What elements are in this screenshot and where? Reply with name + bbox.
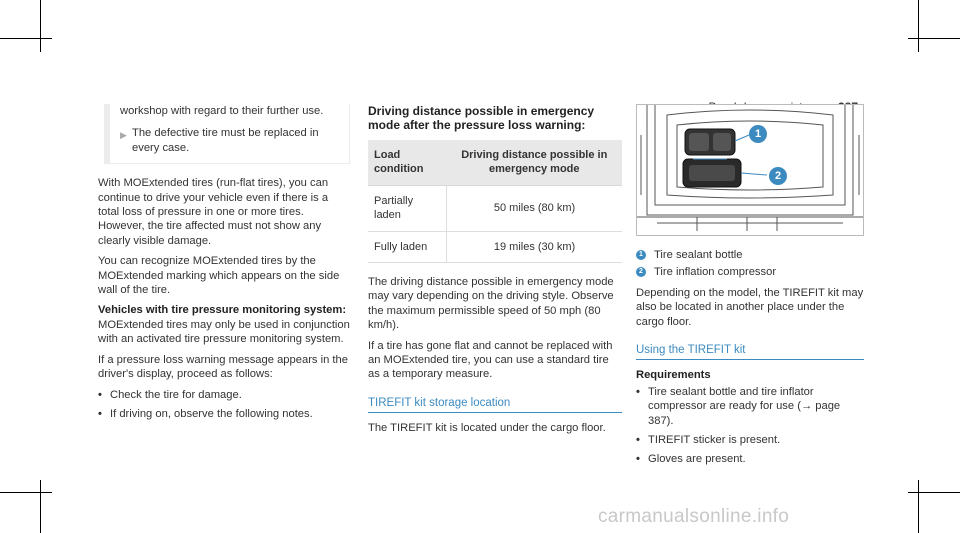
callout-2-icon: 2	[769, 167, 787, 185]
paragraph: With MOExtended tires (run-flat tires), you can continue to drive your vehicle even if there is a total loss of pressure in one or more tires. However, the tire affected must not show any clearly visible damage.	[98, 177, 329, 247]
table-cell: Fully laden	[368, 231, 447, 262]
legend-text: Tire inflation compressor	[654, 266, 777, 279]
bullet-icon: •	[636, 453, 640, 466]
crop-mark	[40, 480, 41, 533]
cargo-floor-drawing	[637, 105, 863, 235]
crop-mark	[40, 0, 41, 52]
column-left	[98, 104, 350, 426]
requirements-list	[636, 385, 864, 467]
crop-mark	[918, 480, 919, 533]
watermark: carmanualsonline.info	[598, 506, 790, 527]
table-header: Load condition	[368, 140, 447, 185]
legend-item	[636, 265, 864, 279]
bullet-list	[98, 388, 350, 422]
distance-table	[368, 140, 622, 263]
table-title: Driving distance possible in emergency mode after the pressure loss warning:	[368, 104, 595, 132]
note-bullet-text: The defective tire must be replaced in every case.	[132, 127, 319, 154]
list-item-text: Tire sealant bottle and tire inflator compressor are ready for use (→ page 387).	[648, 385, 841, 427]
note-continuation: workshop with regard to their further use.	[120, 105, 324, 117]
bullet-icon: •	[98, 388, 102, 401]
subheading: Vehicles with tire pressure monitoring system:	[98, 304, 347, 317]
legend-number-icon: 2	[636, 267, 646, 277]
column-right	[636, 104, 864, 472]
list-item	[636, 452, 864, 466]
table-cell: 50 miles (80 km)	[447, 185, 622, 231]
column-middle	[368, 104, 622, 442]
legend-item	[636, 248, 864, 262]
triangle-bullet-icon: ▶	[120, 130, 127, 141]
paragraph: Depending on the model, the TIREFIT kit may also be located in another place under the cargo floor.	[636, 286, 864, 328]
legend-text: Tire sealant bottle	[654, 249, 743, 261]
crop-mark	[918, 0, 919, 52]
crop-mark	[908, 38, 960, 39]
list-item	[98, 388, 350, 402]
table-cell: 19 miles (30 km)	[447, 231, 622, 262]
list-item	[636, 433, 864, 447]
paragraph: The driving distance possible in emergency mode may vary depending on the driving style. Observe the maximum permissible speed of 50 mph (80 km/h).	[368, 276, 614, 332]
callout-1-icon: 1	[749, 125, 767, 143]
table-row	[368, 231, 622, 262]
legend-number-icon: 1	[636, 250, 646, 260]
list-item-text: Gloves are present.	[648, 453, 746, 466]
requirements-heading: Requirements	[636, 369, 711, 382]
table-cell: Partially laden	[368, 185, 447, 231]
crop-mark	[0, 38, 52, 39]
section-title: Using the TIREFIT kit	[636, 343, 864, 360]
crop-mark	[0, 492, 52, 493]
paragraph: If a pressure loss warning message appears in the driver's display, proceed as follows:	[98, 353, 348, 381]
table-header: Driving distance possible in emergency mode	[447, 140, 622, 185]
list-item-text: TIREFIT sticker is present.	[648, 434, 781, 447]
note-bullet	[120, 126, 341, 155]
section-title: TIREFIT kit storage location	[368, 396, 622, 413]
paragraph: MOExtended tires may only be used in conjunction with an activated tire pressure monitoring system.	[98, 318, 350, 346]
note-box	[104, 104, 350, 164]
bullet-icon: •	[98, 407, 102, 420]
tirefit-kit-illustration	[636, 104, 864, 236]
bullet-icon: •	[636, 385, 640, 398]
list-item	[636, 385, 864, 428]
crop-mark	[908, 492, 960, 493]
list-item	[98, 407, 350, 421]
table-row	[368, 185, 622, 231]
paragraph: You can recognize MOExtended tires by the MOExtended marking which appears on the side wall of the tire.	[98, 255, 340, 297]
paragraph: The TIREFIT kit is located under the cargo floor.	[368, 422, 606, 435]
bullet-icon: •	[636, 434, 640, 447]
list-item-text: Check the tire for damage.	[110, 388, 242, 401]
paragraph: If a tire has gone flat and cannot be replaced with an MOExtended tire, you can use a standard tire as a temporary measure.	[368, 339, 613, 381]
table-header-row	[368, 140, 622, 185]
list-item-text: If driving on, observe the following notes.	[110, 407, 313, 420]
